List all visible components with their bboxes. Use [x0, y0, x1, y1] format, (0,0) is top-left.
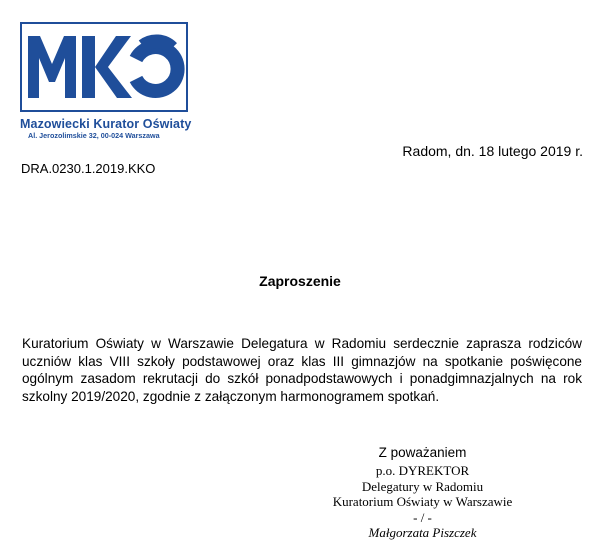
logo-mark [20, 22, 188, 112]
signature-role: p.o. DYREKTOR [375, 463, 470, 478]
place-and-date: Radom, dn. 18 lutego 2019 r. [402, 143, 583, 159]
institution-name: Mazowiecki Kurator Oświaty [20, 117, 192, 131]
document-title: Zaproszenie [259, 273, 341, 289]
body-paragraph: Kuratorium Oświaty w Warszawie Delegatura w Radomiu serdecznie zaprasza rodziców uczniów klas VIII szkoły podstawowej oraz klas III gimnazjów na spotkanie poświęcone ogólnym zasadom rekrutacji do szkół ponadpodstawowych i ponadgimnazjalnych na rok szkolny 2019/2020, zgodnie z załączonym harmonogramem spotkań. [22, 336, 582, 404]
reference-number: DRA.0230.1.2019.KKO [21, 161, 156, 176]
signature-unit-line-1: Delegatury w Radomiu [361, 478, 484, 494]
mko-logo-icon [22, 24, 186, 110]
institution-address: Al. Jerozolimskie 32, 00-024 Warszawa [28, 131, 160, 140]
signature-signed-mark: - / - [413, 509, 432, 525]
signature-greeting: Z poważaniem [378, 445, 467, 460]
letterhead-logo [20, 22, 192, 140]
signatory-name: Małgorzata Piszczek [368, 525, 477, 540]
signature-block [300, 445, 545, 541]
signature-unit-line-2: Kuratorium Oświaty w Warszawie [332, 494, 513, 509]
